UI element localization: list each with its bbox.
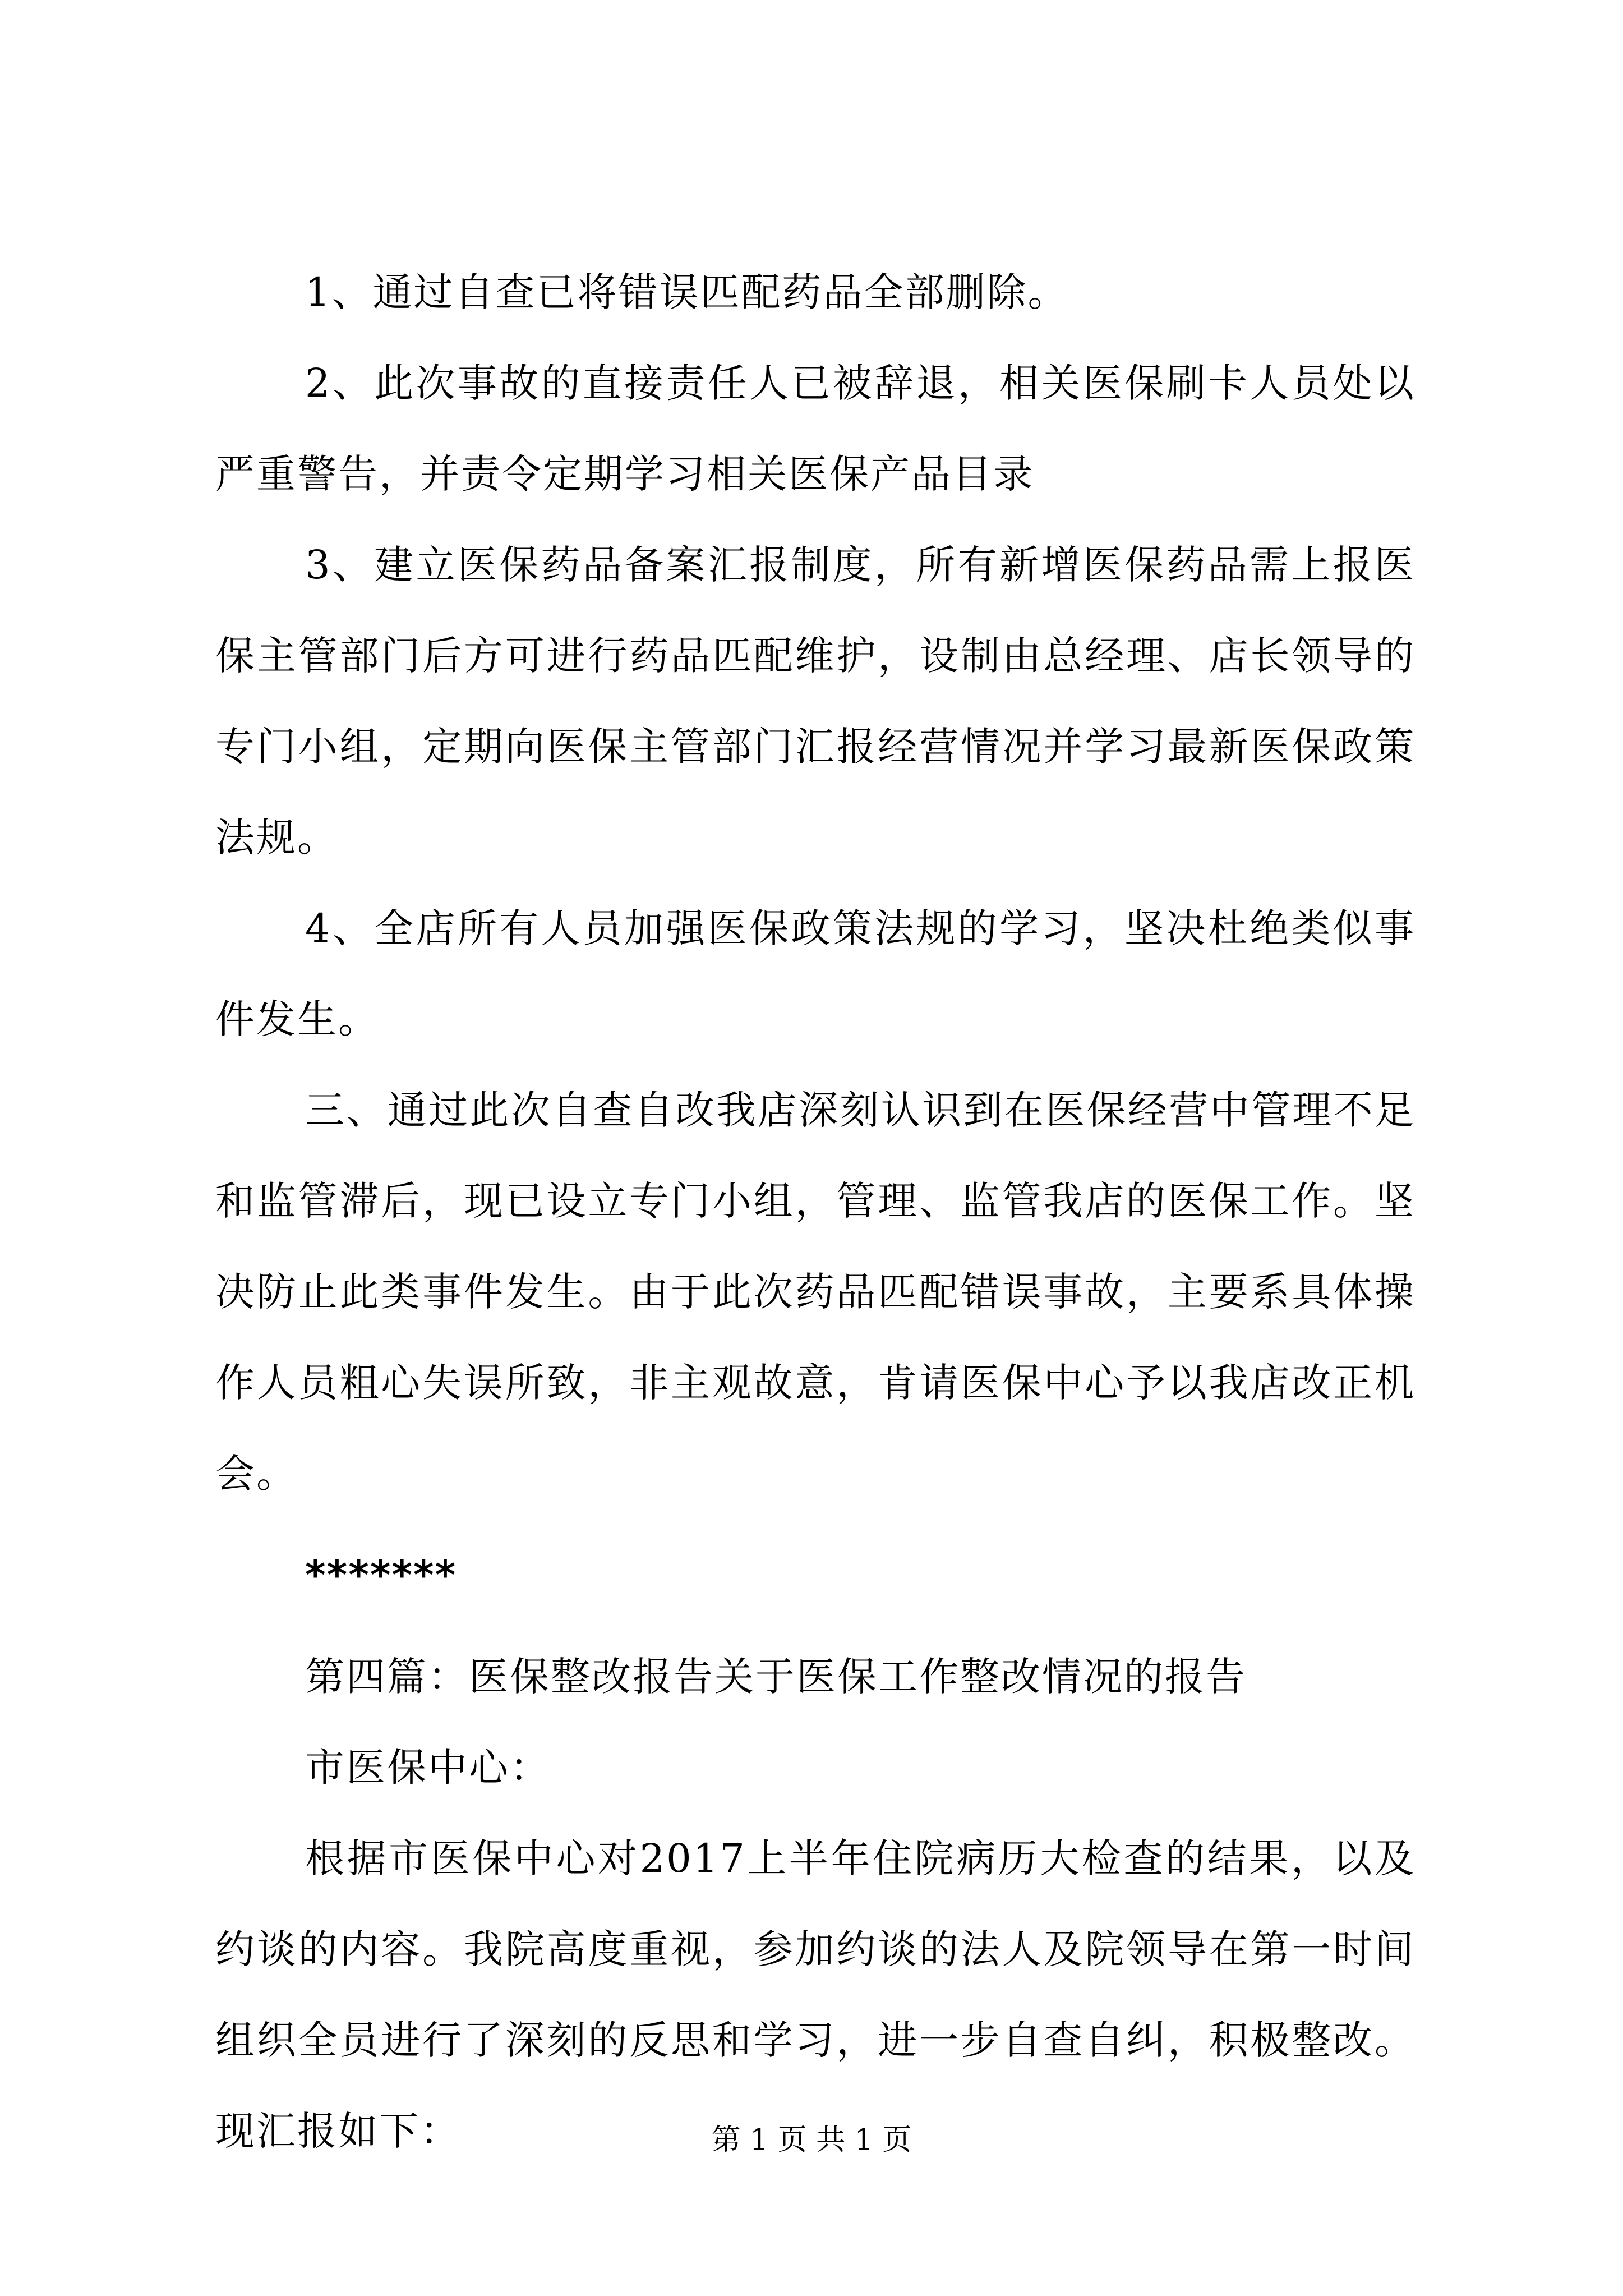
section-separator: *******	[305, 1552, 457, 1598]
paragraph-1: 1、通过自查已将错误匹配药品全部删除。	[305, 269, 1069, 315]
document-body	[215, 247, 1415, 2177]
section-title: 第四篇：医保整改报告关于医保工作整改情况的报告	[305, 1654, 1247, 1700]
paragraph-5: 三、通过此次自查自改我店深刻认识到在医保经营中管理不足和监管滞后，现已设立专门小组，管理、监管我店的医保工作。坚决防止此类事件发生。由于此次药品匹配错误事故，主要系具体操作人员粗心失误所致，非主观故意，肯请医保中心予以我店改正机会。	[215, 1087, 1415, 1497]
paragraph-4: 4、全店所有人员加强医保政策法规的学习，坚决杜绝类似事件发生。	[215, 905, 1415, 1042]
salutation: 市医保中心：	[305, 1745, 551, 1791]
paragraph-3: 3、建立医保药品备案汇报制度，所有新增医保药品需上报医保主管部门后方可进行药品匹配维护，设制由总经理、店长领导的专门小组，定期向医保主管部门汇报经营情况并学习最新医保政策法规。	[215, 542, 1415, 861]
body-paragraph: 根据市医保中心对2017上半年住院病历大检查的结果，以及约谈的内容。我院高度重视，参加约谈的法人及院领导在第一时间组织全员进行了深刻的反思和学习，进一步自查自纠，积极整改。现汇报如下：	[215, 1835, 1415, 2154]
page-footer: 第 1 页 共 1 页	[711, 2123, 912, 2157]
paragraph-2: 2、此次事故的直接责任人已被辞退，相关医保刷卡人员处以严重警告，并责令定期学习相关医保产品目录	[215, 360, 1415, 497]
